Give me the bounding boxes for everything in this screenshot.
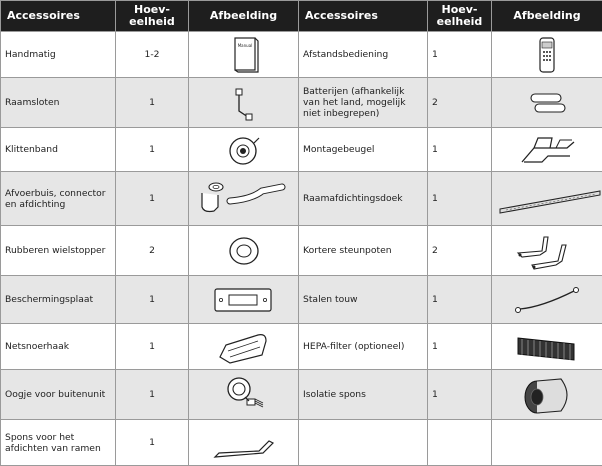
item-name: Rubberen wielstopper <box>1 226 116 276</box>
item-qty: 1 <box>116 324 189 370</box>
eye-bolt-icon <box>219 373 269 417</box>
item-name: Stalen touw <box>299 276 428 324</box>
window-lock-icon <box>224 83 264 123</box>
item-qty: 2 <box>428 226 492 276</box>
item-name: Raamafdichtingsdoek <box>299 172 428 226</box>
item-name-empty <box>299 420 428 466</box>
item-name: Handmatig <box>1 32 116 78</box>
header-accessories-right: Accessoires <box>299 1 428 32</box>
power-cord-hook-icon <box>214 327 274 367</box>
item-qty: 1 <box>428 128 492 172</box>
table-row <box>1 226 602 276</box>
drain-pipe-icon <box>194 177 294 221</box>
item-image-empty <box>492 420 602 466</box>
item-name: Kortere steunpoten <box>299 226 428 276</box>
header-accessories: Accessoires <box>1 1 116 32</box>
table-row <box>1 276 602 324</box>
item-name: Klittenband <box>1 128 116 172</box>
item-qty: 2 <box>428 78 492 128</box>
insulation-sponge-icon <box>517 373 577 417</box>
header-image: Afbeelding <box>189 1 299 32</box>
item-name: Montagebeugel <box>299 128 428 172</box>
table-row <box>1 32 602 78</box>
item-qty: 1 <box>428 324 492 370</box>
velcro-roll-icon <box>224 130 264 170</box>
item-name: Beschermingsplaat <box>1 276 116 324</box>
item-name: Afvoerbuis, connector en afdichting <box>1 172 116 226</box>
item-qty: 1 <box>116 370 189 420</box>
protection-plate-icon <box>211 283 277 317</box>
table-row <box>1 172 602 226</box>
mounting-bracket-icon <box>512 130 582 170</box>
item-name: Isolatie spons <box>299 370 428 420</box>
batteries-icon <box>525 88 569 118</box>
rubber-wheel-stopper-icon <box>224 231 264 271</box>
item-name: Afstandsbediening <box>299 32 428 78</box>
item-qty: 1 <box>428 32 492 78</box>
header-row <box>1 1 602 32</box>
table-row <box>1 78 602 128</box>
item-qty: 1 <box>116 128 189 172</box>
item-qty: 1 <box>428 370 492 420</box>
table-row <box>1 370 602 420</box>
item-name: Raamsloten <box>1 78 116 128</box>
item-qty: 1 <box>428 276 492 324</box>
header-image-right: Afbeelding <box>492 1 602 32</box>
header-quantity-right: Hoev- eelheid <box>428 1 492 32</box>
window-seal-cloth-icon <box>496 179 602 219</box>
table-row <box>1 128 602 172</box>
item-qty: 1 <box>116 276 189 324</box>
item-name: Spons voor het afdichten van ramen <box>1 420 116 466</box>
item-qty: 1-2 <box>116 32 189 78</box>
item-qty: 1 <box>116 78 189 128</box>
window-sponge-icon <box>209 423 279 463</box>
manual-label: Manual <box>237 43 252 48</box>
item-name: HEPA-filter (optioneel) <box>299 324 428 370</box>
table-row <box>1 324 602 370</box>
table-row <box>1 420 602 466</box>
item-name: Batterijen (afhankelijk van het land, mogelijk niet inbegrepen) <box>299 78 428 128</box>
item-qty-empty <box>428 420 492 466</box>
header-quantity: Hoev- eelheid <box>116 1 189 32</box>
manual-booklet-icon <box>224 35 264 75</box>
support-legs-icon <box>512 229 582 273</box>
steel-rope-icon <box>512 283 582 317</box>
item-name: Netsnoerhaak <box>1 324 116 370</box>
item-qty: 1 <box>116 420 189 466</box>
item-qty: 1 <box>116 172 189 226</box>
item-qty: 2 <box>116 226 189 276</box>
item-qty: 1 <box>428 172 492 226</box>
item-name: Oogje voor buitenunit <box>1 370 116 420</box>
remote-control-icon <box>532 35 562 75</box>
hepa-filter-icon <box>512 330 582 364</box>
